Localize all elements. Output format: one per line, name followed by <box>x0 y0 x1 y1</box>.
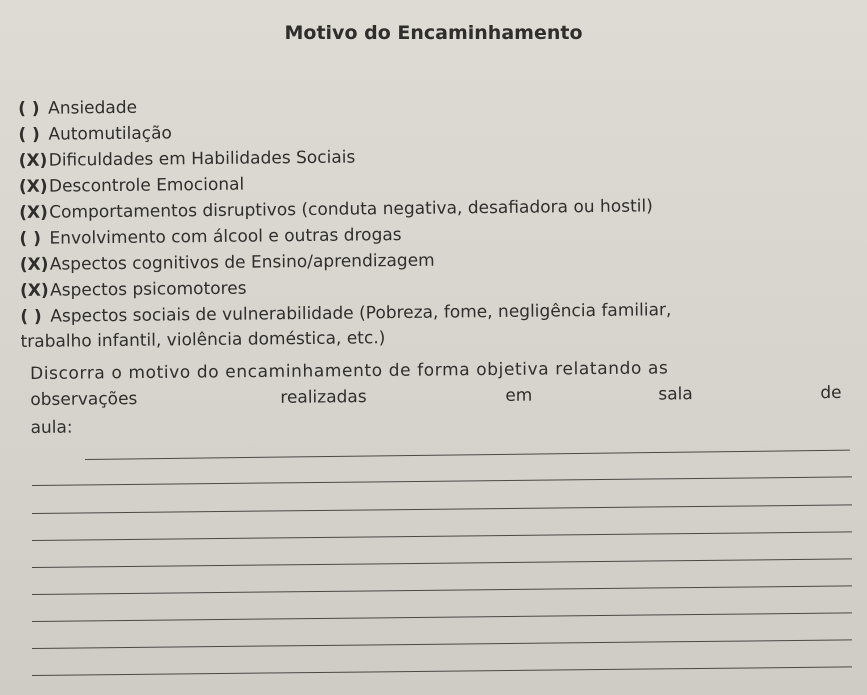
answer-line[interactable] <box>32 504 852 514</box>
prompt-word: observações <box>30 389 138 410</box>
option-label: Comportamentos disruptivos (conduta negativa, desafiadora ou hostil) <box>49 196 653 223</box>
checkbox-mark: ( ) <box>18 98 40 119</box>
form-title: Motivo do Encaminhamento <box>284 22 583 44</box>
prompt-word: sala <box>658 384 693 405</box>
option-label: Envolvimento com álcool e outras drogas <box>49 224 402 249</box>
answer-line[interactable] <box>32 666 852 676</box>
option-label: Aspectos sociais de vulnerabilidade (Pobreza, fome, negligência familiar, <box>50 300 672 327</box>
checkbox-mark: (X) <box>18 176 48 197</box>
prompt-word: de <box>820 382 842 404</box>
option-label: Automutilação <box>48 123 173 145</box>
prompt-line-3: aula: <box>30 417 73 438</box>
answer-line[interactable] <box>32 585 852 595</box>
answer-line[interactable] <box>85 450 850 460</box>
description-prompt <box>30 357 851 438</box>
checkbox-mark: (X) <box>19 202 48 223</box>
checkbox-mark: ( ) <box>18 124 40 145</box>
answer-line[interactable] <box>32 476 852 486</box>
answer-line[interactable] <box>32 531 852 541</box>
prompt-word: em <box>505 385 533 406</box>
referral-reasons-list <box>18 87 861 354</box>
checkbox-mark: (X) <box>19 254 49 275</box>
option-aspectos-sociais-continuation: trabalho infantil, violência doméstica, etc.) <box>20 328 386 352</box>
prompt-line-1: Discorra o motivo do encaminhamento de forma objetiva relatando as <box>30 358 669 384</box>
checkbox-mark: ( ) <box>19 228 42 249</box>
option-label: Descontrole Emocional <box>48 174 245 197</box>
checkbox-mark: (X) <box>18 150 48 171</box>
checkbox-mark: ( ) <box>20 306 42 327</box>
answer-line[interactable] <box>32 612 852 622</box>
answer-line[interactable] <box>32 639 852 649</box>
option-label: Ansiedade <box>48 97 138 119</box>
checkbox-mark: (X) <box>19 280 49 301</box>
prompt-word: realizadas <box>280 387 367 408</box>
option-label: Dificuldades em Habilidades Sociais <box>48 147 356 171</box>
answer-line[interactable] <box>32 558 852 568</box>
option-label: Aspectos cognitivos de Ensino/aprendizagem <box>49 250 435 275</box>
option-label: Aspectos psicomotores <box>49 278 247 301</box>
